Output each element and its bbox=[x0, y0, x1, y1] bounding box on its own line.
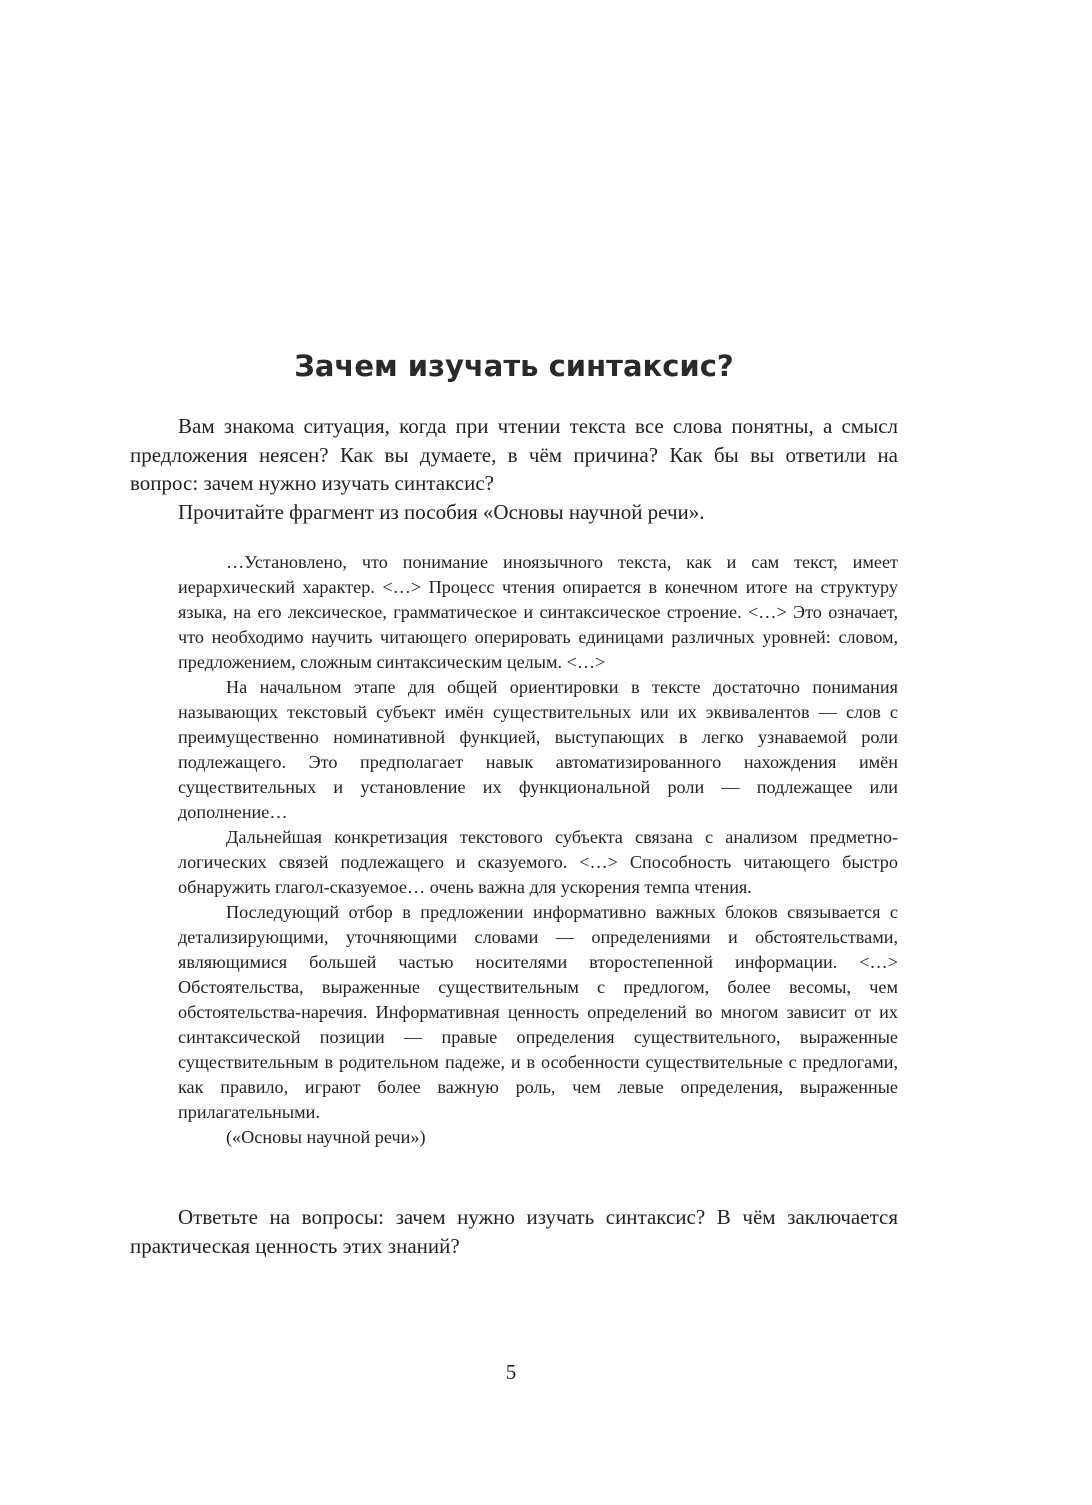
quote-paragraph-1: …Установлено, что понимание иноязычного текста, как и сам текст, имеет иерархический характер. <…> Процесс чтения опирается в конечном итоге на структуру языка, на его лексическое, грамматическое и синтаксическое строение. <…> Это означает, что необходимо научить читающего оперировать единицами различных уровней: словом, предложением, сложным синтаксическим целым. <…> bbox=[178, 552, 898, 672]
page-title: Зачем изучать синтаксис? bbox=[294, 349, 734, 383]
intro-paragraph-2: Прочитайте фрагмент из пособия «Основы научной речи». bbox=[178, 499, 705, 524]
intro-paragraph-1: Вам знакома ситуация, когда при чтении текста все слова понятны, а смысл предложения неясен? Как вы думаете, в чём причина? Как бы вы ответили на вопрос: зачем нужно изучать синтаксис? bbox=[130, 414, 898, 495]
closing-paragraph: Ответьте на вопросы: зачем нужно изучать синтаксис? В чём заключается практическая ценность этих знаний? bbox=[130, 1205, 898, 1258]
page-number: 5 bbox=[505, 1360, 517, 1384]
quote-source: («Основы научной речи») bbox=[226, 1127, 426, 1147]
quote-paragraph-3: Дальнейшая конкретизация текстового субъекта связана с анализом предметно-логических связей подлежащего и сказуемого. <…> Способность читающего быстро обнаружить глагол-сказуемое… очень важна для ускорения темпа чтения. bbox=[178, 827, 898, 897]
quoted-excerpt bbox=[178, 550, 898, 1150]
intro-section bbox=[130, 412, 898, 526]
closing-section bbox=[130, 1203, 898, 1260]
quote-paragraph-2: На начальном этапе для общей ориентировки в тексте достаточно понимания называющих текстовый субъект имён существительных или их эквивалентов — слов с преимущественно номинативной функцией, выступающих в легко узнаваемой роли подлежащего. Это предполагает навык автоматизированного нахождения имён существительных и установление их функциональной роли — подлежащее или дополнение… bbox=[178, 677, 898, 822]
quote-paragraph-4: Последующий отбор в предложении информативно важных блоков связывается с детализирующими, уточняющими словами — определениями и обстоятельствами, являющимися большей частью носителями второстепенной информации. <…> Обстоятельства, выраженные существительным с предлогом, более весомы, чем обстоятельства-наречия. Информативная ценность определений во многом зависит от их синтаксической позиции — правые определения существительного, выраженные существительным в родительном падеже, и в особенности существительные с предлогами, как правило, играют более важную роль, чем левые определения, выраженные прилагательными. bbox=[178, 902, 898, 1122]
